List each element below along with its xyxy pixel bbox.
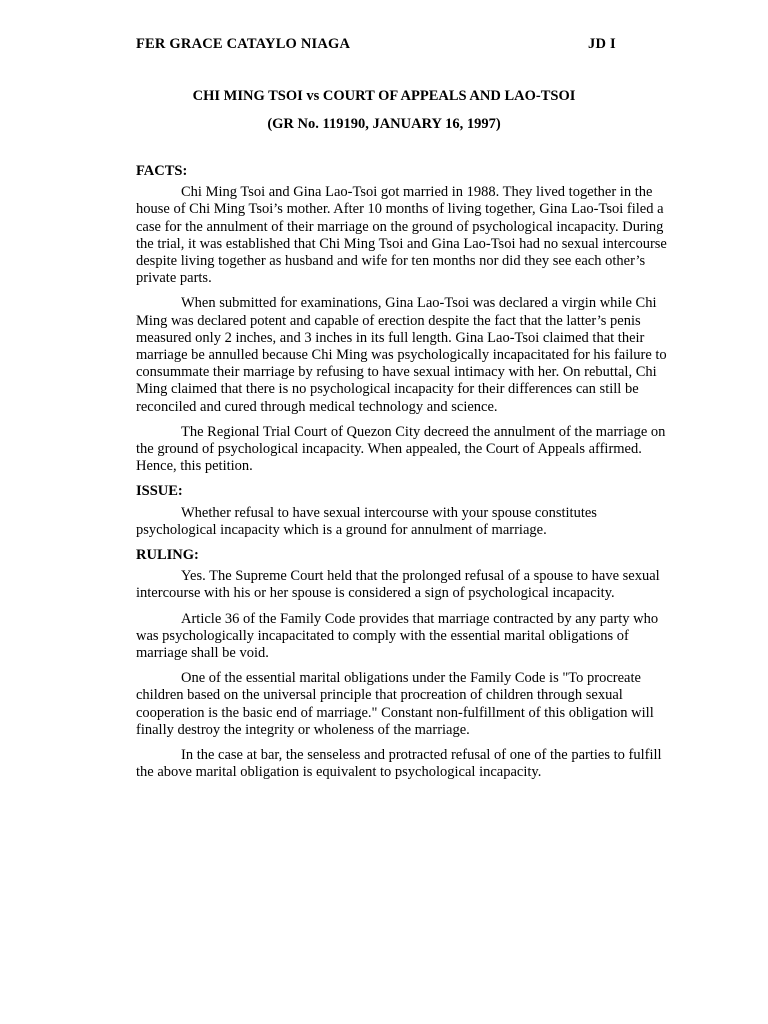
case-number: (GR No. 119190, JANUARY 16, 1997) xyxy=(267,116,501,132)
document-body xyxy=(136,163,676,790)
facts-paragraph: When submitted for examinations, Gina Lao-Tsoi was declared a virgin while Chi Ming was declared potent and capable of erection despite the fact that the latter’s penis measured only 2 inches, and 3 inches in its full length. Gina Lao-Tsoi claimed that their marriage be annulled because Chi Ming was psychologically incapacitated for his failure to consummate their marriage by refusing to have sexual intimacy with her. On rebuttal, Chi Ming claimed that there is no psychological incapacity for their differences can still be reconciled and cured through medical technology and science. xyxy=(136,295,667,415)
issue-section xyxy=(136,483,676,539)
facts-section xyxy=(136,163,676,475)
case-title: CHI MING TSOI vs COURT OF APPEALS AND LAO-TSOI xyxy=(192,88,576,104)
author-name: FER GRACE CATAYLO NIAGA xyxy=(136,36,351,52)
ruling-paragraph: In the case at bar, the senseless and protracted refusal of one of the parties to fulfill the above marital obligation is equivalent to psychological incapacity. xyxy=(136,747,662,781)
ruling-paragraph: Yes. The Supreme Court held that the prolonged refusal of a spouse to have sexual intercourse with his or her spouse is considered a sign of psychological incapacity. xyxy=(136,568,660,602)
ruling-paragraph: One of the essential marital obligations under the Family Code is "To procreate children based on the universal principle that procreation of children through sexual cooperation is the basic end of marriage." Constant non-fulfillment of this obligation will finally destroy the integrity or wholeness of the marriage. xyxy=(136,670,654,738)
issue-heading: ISSUE: xyxy=(136,483,183,500)
ruling-heading: RULING: xyxy=(136,547,199,564)
issue-paragraph: Whether refusal to have sexual intercourse with your spouse constitutes psychological incapacity which is a ground for annulment of marriage. xyxy=(136,504,597,538)
ruling-paragraph: Article 36 of the Family Code provides that marriage contracted by any party who was psychologically incapacitated to comply with the essential marital obligations of marriage shall be void. xyxy=(136,610,659,662)
facts-paragraph: Chi Ming Tsoi and Gina Lao-Tsoi got married in 1988. They lived together in the house of Chi Ming Tsoi’s mother. After 10 months of living together, Gina Lao-Tsoi filed a case for the annulment of their marriage on the ground of psychological incapacity. During the trial, it was established that Chi Ming Tsoi and Gina Lao-Tsoi had no sexual intercourse despite living together as husband and wife for ten months nor did they see each other’s private parts. xyxy=(136,184,667,287)
ruling-section xyxy=(136,547,676,781)
facts-heading: FACTS: xyxy=(136,163,188,179)
author-class: JD I xyxy=(588,36,616,52)
facts-paragraph: The Regional Trial Court of Quezon City decreed the annulment of the marriage on the ground of psychological incapacity. When appealed, the Court of Appeals affirmed. Hence, this petition. xyxy=(136,423,666,475)
